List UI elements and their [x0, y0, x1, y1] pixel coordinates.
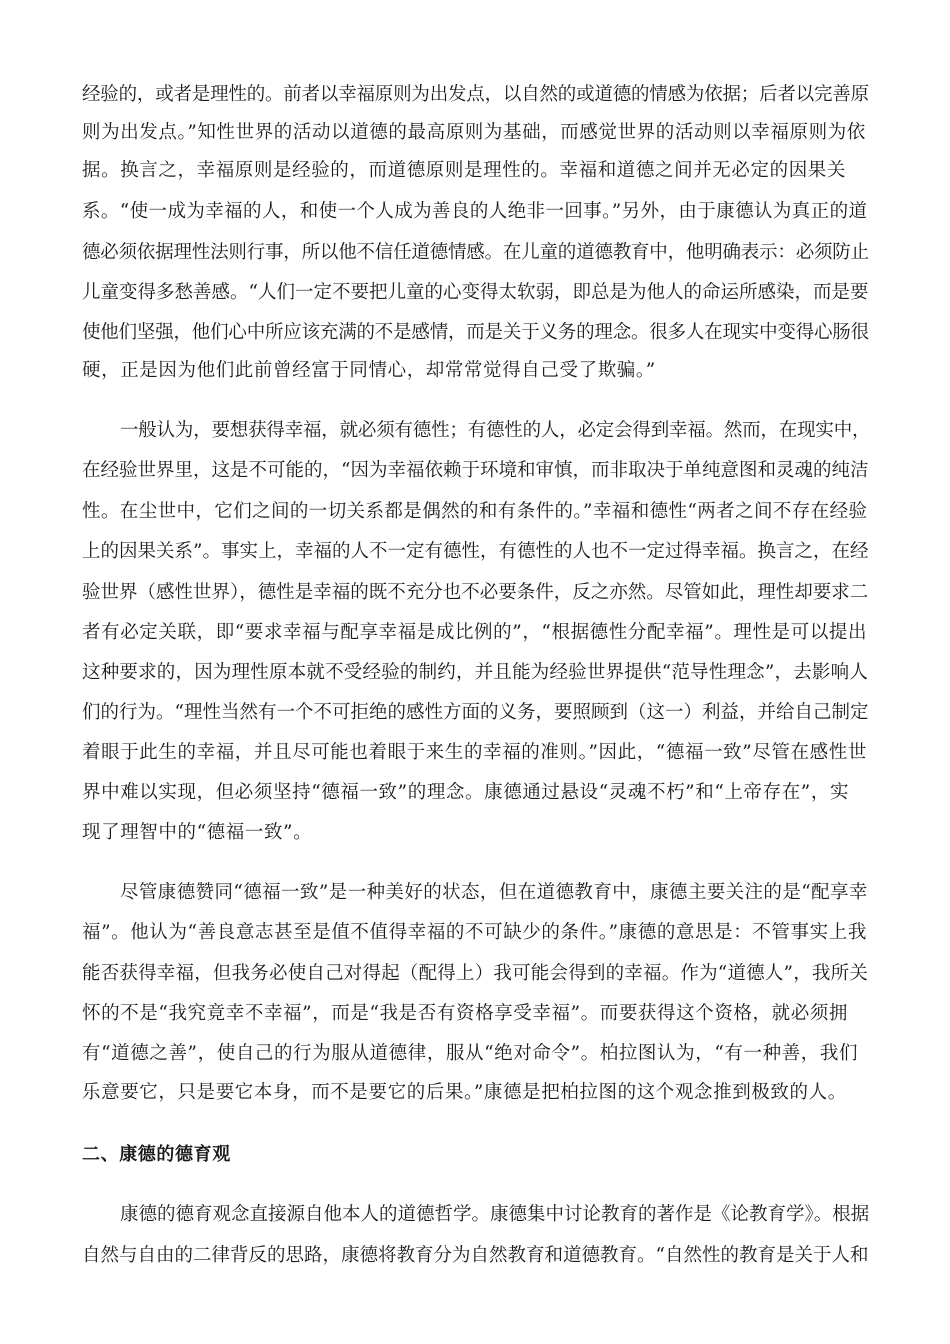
text-line: 据。换言之，幸福原则是经验的，而道德原则是理性的。幸福和道德之间并无必定的因果关 [82, 160, 847, 181]
text-line: 硬，正是因为他们此前曾经富于同情心，却常常觉得自己受了欺骗。” [82, 360, 656, 381]
text-line: 乐意要它，只是要它本身，而不是要它的后果。”康德是把柏拉图的这个观念推到极致的人。 [82, 1082, 847, 1103]
text-line: 在经验世界里，这是不可能的，“因为幸福依赖于环境和审慎，而非取决于单纯意图和灵魂的纯洁 [82, 460, 869, 481]
text-line: 系。“使一成为幸福的人，和使一个人成为善良的人绝非一回事。”另外，由于康德认为真正的道 [82, 201, 868, 222]
text-line: 验世界（感性世界），德性是幸福的既不充分也不必要条件，反之亦然。尽管如此，理性却要求二 [82, 582, 869, 603]
text-line: 怀的不是“我究竟幸不幸福”，而是“我是否有资格享受幸福”。而要获得这个资格，就必须拥 [82, 1003, 849, 1024]
text-line: 性。在尘世中，它们之间的一切关系都是偶然的和有条件的。”幸福和德性“两者之间不存在经验 [82, 501, 868, 522]
text-line: 有“道德之善”，使自己的行为服从道德律，服从“绝对命令”。柏拉图认为，“有一种善，我们 [82, 1043, 859, 1064]
text-line: 福”。他认为“善良意志甚至是值不值得幸福的不可缺少的条件。”康德的意思是：不管事实上我 [82, 922, 867, 943]
text-line: 界中难以实现，但必须坚持“德福一致”的理念。康德通过悬设“灵魂不朽”和“上帝存在”，实 [82, 782, 850, 803]
text-line: 上的因果关系”。事实上，幸福的人不一定有德性，有德性的人也不一定过得幸福。换言之，在经 [82, 541, 869, 562]
text-line: 康德的德育观念直接源自他本人的道德哲学。康德集中讨论教育的著作是《论教育学》。根据 [120, 1204, 870, 1225]
text-line: 儿童变得多愁善感。“人们一定不要把儿童的心变得太软弱，即总是为他人的命运所感染，而是要 [82, 282, 869, 303]
text-line: 德必须依据理性法则行事，所以他不信任道德情感。在儿童的道德教育中，他明确表示：必须防止 [82, 242, 869, 263]
text-line: 经验的，或者是理性的。前者以幸福原则为出发点，以自然的或道德的情感为依据；后者以完善原 [82, 84, 869, 105]
text-line: 着眼于此生的幸福，并且尽可能也着眼于来生的幸福的准则。”因此，“德福一致”尽管在感性世 [82, 742, 867, 763]
text-line: 自然与自由的二律背反的思路，康德将教育分为自然教育和道德教育。“自然性的教育是关于人和 [82, 1245, 869, 1266]
section-heading: 二、康德的德育观 [82, 1144, 231, 1165]
text-line: 现了理智中的“德福一致”。 [82, 822, 313, 843]
text-line: 尽管康德赞同“德福一致”是一种美好的状态，但在道德教育中，康德主要关注的是“配享幸 [120, 882, 868, 903]
text-line: 这种要求的，因为理性原本就不受经验的制约，并且能为经验世界提供“范导性理念”，去影响人 [82, 662, 869, 683]
text-line: 则为出发点。”知性世界的活动以道德的最高原则为基础，而感觉世界的活动则以幸福原则为依 [82, 122, 866, 143]
text-line: 们的行为。“理性当然有一个不可拒绝的感性方面的义务，要照顾到（这一）利益，并给自己制定 [82, 702, 869, 723]
text-line: 者有必定关联，即“要求幸福与配享幸福是成比例的”，“根据德性分配幸福”。理性是可以提出 [82, 622, 868, 643]
text-line: 一般认为，要想获得幸福，就必须有德性；有德性的人，必定会得到幸福。然而，在现实中， [120, 420, 871, 441]
text-line: 使他们坚强，他们心中所应该充满的不是感情，而是关于义务的理念。很多人在现实中变得心肠很 [82, 322, 869, 343]
text-line: 能否获得幸福，但我务必使自己对得起（配得上）我可能会得到的幸福。作为“道德人”，我所关 [82, 963, 869, 984]
